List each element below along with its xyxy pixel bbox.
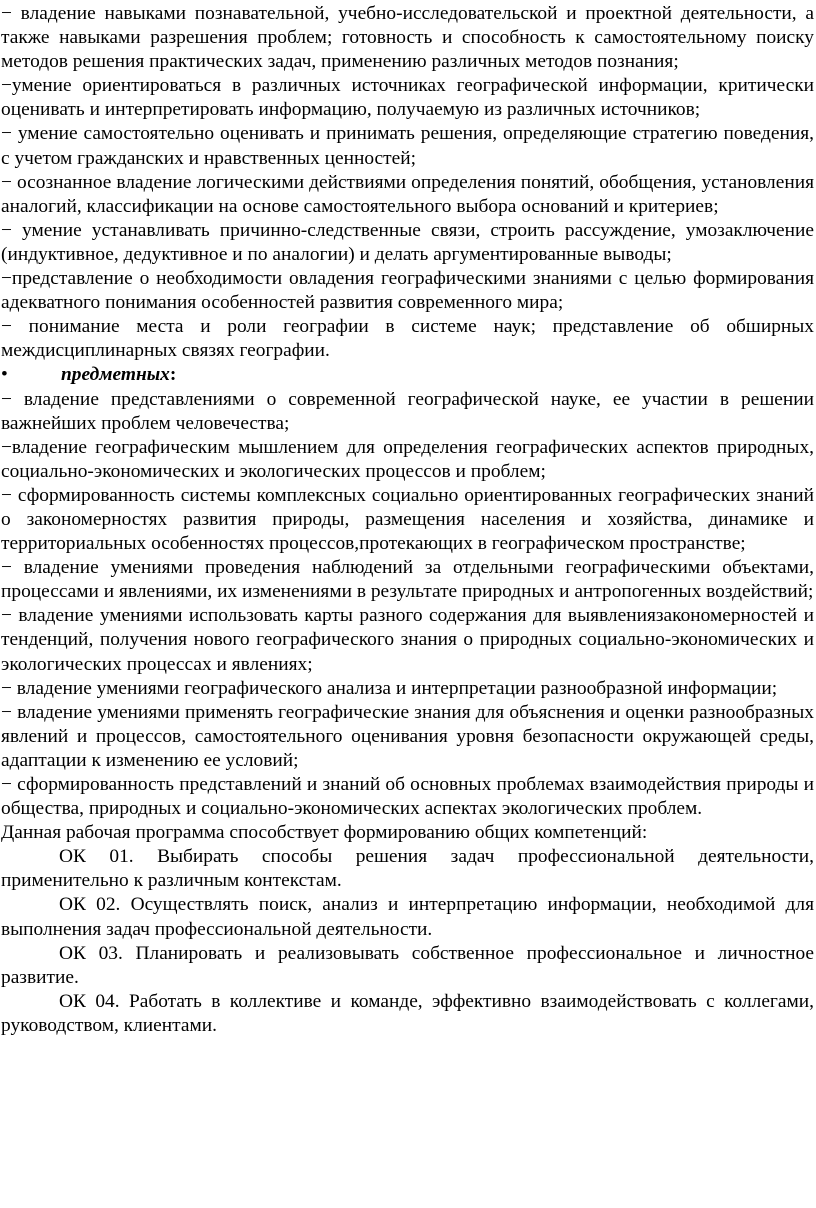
competency-item: ОК 02. Осуществлять поиск, анализ и интерпретацию информации, необходимой для выполнения задач профессиональной деятельности.: [1, 894, 814, 940]
meta-paragraph: −представление о необходимости овладения географическими знаниями с целью формирования адекватного понимания особенностей развития современного мира;: [1, 268, 814, 314]
competency-item: ОК 04. Работать в коллективе и команде, эффективно взаимодействовать с коллегами, руководством, клиентами.: [1, 990, 814, 1036]
meta-paragraph: − владение навыками познавательной, учебно-исследовательской и проектной деятельности, а также навыками разрешения проблем; готовность и способность к самостоятельному поиску методов решения практических задач, применению различных методов познания;: [1, 3, 814, 73]
subject-heading: [1, 363, 814, 387]
competency-item: ОК 01. Выбирать способы решения задач профессиональной деятельности, применительно к различным контекстам.: [1, 846, 814, 892]
subject-heading-label: предметных: [61, 364, 170, 386]
subject-paragraph: − владение умениями географического анализа и интерпретации разнообразной информации;: [1, 677, 778, 699]
meta-paragraph: − осознанное владение логическими действиями определения понятий, обобщения, установления аналогий, классификации на основе самостоятельного выбора оснований и критериев;: [1, 171, 814, 217]
competencies-intro: Данная рабочая программа способствует формированию общих компетенций:: [1, 822, 648, 844]
subject-paragraph: − владение умениями использовать карты разного содержания для выявлениязакономерностей и тенденций, получения нового географического знания о природных социально-экономических и экологических процессах и явлениях;: [1, 605, 814, 675]
meta-paragraph: − понимание места и роли географии в системе наук; представление об обширных междисциплинарных связях географии.: [1, 316, 814, 362]
subject-paragraph: − сформированность системы комплексных социально ориентированных географических знаний о закономерностях развития природы, размещения населения и хозяйства, динамике и территориальных особенностях процессов,протекающих в географическом пространстве;: [1, 484, 814, 555]
subject-heading-colon: :: [169, 364, 177, 386]
meta-paragraph: − умение устанавливать причинно-следственные связи, строить рассуждение, умозаключение (индуктивное, дедуктивное и по аналогии) и делать аргументированные выводы;: [1, 219, 814, 265]
meta-paragraph: − умение самостоятельно оценивать и принимать решения, определяющие стратегию поведения, с учетом гражданских и нравственных ценностей;: [1, 123, 814, 169]
subject-paragraph: −владение географическим мышлением для определения географических аспектов природных, социально-экономических и экологических процессов и проблем;: [1, 436, 814, 482]
subject-paragraph: − сформированность представлений и знаний об основных проблемах взаимодействия природы и общества, природных и социально-экономических аспектах экологических проблем.: [1, 774, 814, 820]
subject-paragraph: − владение умениями применять географические знания для объяснения и оценки разнообразных явлений и процессов, самостоятельного оценивания уровня безопасности окружающей среды, адаптации к изменению ее условий;: [1, 701, 814, 771]
subject-paragraph: − владение умениями проведения наблюдений за отдельными географическими объектами, процессами и явлениями, их изменениями в результате природных и антропогенных воздействий;: [1, 557, 814, 603]
competency-item: ОК 03. Планировать и реализовывать собственное профессиональное и личностное развитие.: [1, 942, 814, 988]
bullet-icon: •: [1, 364, 8, 386]
subject-paragraph: − владение представлениями о современной географической науке, ее участии в решении важнейших проблем человечества;: [1, 388, 814, 434]
meta-paragraph: −умение ориентироваться в различных источниках географической информации, критически оценивать и интерпретировать информацию, получаемую из различных источников;: [1, 75, 814, 121]
